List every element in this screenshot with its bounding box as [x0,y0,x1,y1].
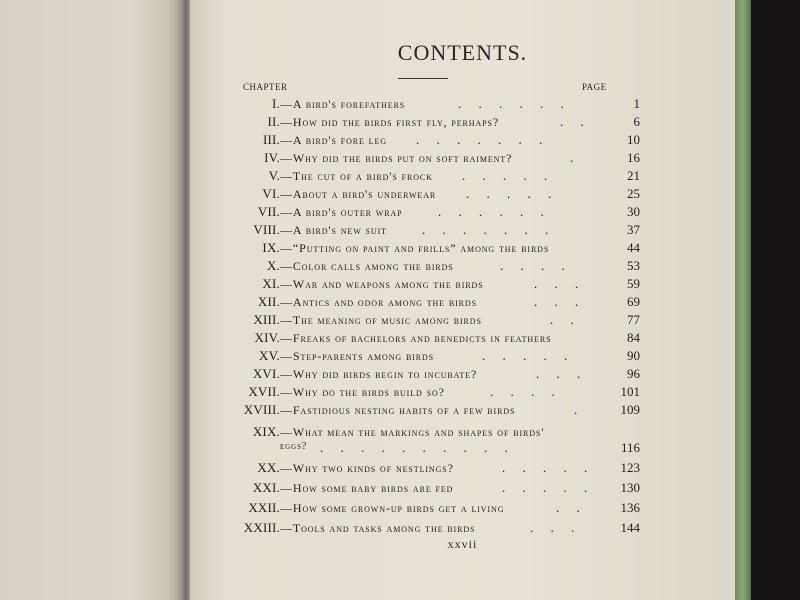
chapter-number: XVII. [248,384,280,399]
chapter-title: —“Putting on paint and frills” among the birds [280,241,550,255]
chapter-title: —A bird's fore leg [280,133,387,147]
toc-row [200,150,640,168]
chapter-title-continuation: eggs? [280,441,308,452]
chapter-number: II. [267,114,280,129]
page-number: 59 [627,276,640,291]
page-title: CONTENTS. [397,40,528,65]
page-number: 144 [620,520,640,535]
chapter-title: —The cut of a bird's frock [280,169,433,183]
toc-row [200,312,640,330]
leader-dots: . . . . . [466,186,559,201]
chapter-number: XVIII. [243,402,280,417]
leader-dots: . . [550,312,581,327]
chapter-number: XIX. [252,424,280,439]
chapter-number: XIV. [254,330,280,345]
chapter-title: —Why did the birds put on soft raiment? [280,151,513,165]
page-number: 44 [627,240,640,255]
leader-dots: . . . . [490,384,562,399]
page-number: 136 [620,500,640,515]
chapter-title: —How some grown-up birds get a living [280,501,505,515]
toc-row [200,168,640,186]
chapter-number: XX. [257,460,280,475]
page-number: 90 [627,348,640,363]
toc-row [200,186,640,204]
toc-row [200,348,640,366]
page-number: 1 [633,96,640,111]
chapter-title: —Antics and odor among the birds [280,295,477,309]
chapter-number: XXI. [252,480,280,495]
chapter-number: XV. [259,348,280,363]
toc-row [200,204,640,222]
chapter-title: —How some baby birds are fed [280,481,454,495]
chapter-number: XII. [257,294,280,309]
chapter-number: VIII. [253,222,280,237]
leader-dots: . . . . . . [458,96,571,111]
page-column-header: PAGE [582,82,607,92]
page-number: 84 [627,330,640,345]
toc-row-continuation [200,440,640,458]
leader-dots: . . . [534,276,586,291]
leader-dots: . . [560,114,591,129]
toc-row [200,258,640,276]
leader-dots: . [574,402,585,417]
chapter-number: VII. [257,204,280,219]
toc-row [200,222,640,240]
leader-dots: . . . [534,294,586,309]
page-number: 30 [627,204,640,219]
chapter-number: V. [268,168,280,183]
chapter-number: XVI. [252,366,280,381]
page-number: 123 [620,460,640,475]
chapter-number: I. [272,96,280,111]
chapter-number: VI. [262,186,280,201]
page-number: 25 [627,186,640,201]
toc-row [200,366,640,384]
toc-row [200,132,640,150]
page-number: 10 [627,132,640,147]
leader-dots: . . [556,500,587,515]
left-page [0,0,182,600]
leader-dots: . . . . . [462,168,555,183]
chapter-title: —Why two kinds of nestlings? [280,461,454,475]
toc-row [200,96,640,114]
leader-dots: . . . . . [502,460,595,475]
page-number: 130 [620,480,640,495]
book-cover-edge [735,0,751,600]
chapter-column-header: CHAPTER [243,82,288,92]
toc-row [200,384,640,402]
toc-row [200,520,640,538]
page-number: 109 [620,402,640,417]
leader-dots: . . . . . . . [416,132,550,147]
page-number: 6 [633,114,640,129]
chapter-title: —Why do the birds build so? [280,385,445,399]
chapter-title: —Freaks of bachelors and benedicts in feathers [280,331,552,345]
leader-dots: . [570,150,581,165]
chapter-number: XI. [262,276,280,291]
leader-dots: . . . . . . . [422,222,556,237]
title-rule [398,78,448,79]
page-number: 21 [627,168,640,183]
page-number: 116 [620,440,640,455]
chapter-title: —Why did birds begin to incubate? [280,367,478,381]
page-number: 96 [627,366,640,381]
chapter-number: XXII. [248,500,280,515]
toc-row [200,114,640,132]
leader-dots: . . . . [500,258,572,273]
page-number: 37 [627,222,640,237]
page-number: 53 [627,258,640,273]
chapter-title: —Fastidious nesting habits of a few birds [280,403,516,417]
page-number: 77 [627,312,640,327]
chapter-number: XIII. [253,312,280,327]
leader-dots: . . . [530,520,582,535]
chapter-title: —The meaning of music among birds [280,313,482,327]
chapter-title: —What mean the markings and shapes of birds' [280,425,545,439]
chapter-title: —About a bird's underwear [280,187,437,201]
toc-row [200,294,640,312]
toc-row [200,480,640,498]
chapter-title: —Tools and tasks among the birds [280,521,476,535]
chapter-number: X. [266,258,280,273]
page-number: 101 [620,384,640,399]
chapter-title: —A bird's forefathers [280,97,406,111]
toc-row [200,460,640,478]
chapter-title: —Color calls among the birds [280,259,454,273]
toc-row [200,276,640,294]
page-folio: xxvii [447,537,478,551]
chapter-number: IX. [262,240,280,255]
toc-row [200,500,640,518]
leader-dots: . . . . . . [438,204,551,219]
chapter-number: IV. [264,150,280,165]
leader-dots: . . . . . [482,348,575,363]
chapter-title: —War and weapons among the birds [280,277,484,291]
leader-dots: . . . [536,366,588,381]
chapter-title: —How did the birds first fly, perhaps? [280,115,500,129]
chapter-number: XXIII. [243,520,280,535]
leader-dots: . . . . . [502,480,595,495]
toc-row [200,402,640,420]
chapter-title: —A bird's new suit [280,223,387,237]
page-number: 69 [627,294,640,309]
toc-row [200,330,640,348]
leader-dots: . . . . . . . . . . [320,440,515,455]
chapter-title: —A bird's outer wrap [280,205,403,219]
toc-row [200,240,640,258]
page-number: 16 [627,150,640,165]
chapter-number: III. [262,132,280,147]
chapter-title: —Step-parents among birds [280,349,435,363]
